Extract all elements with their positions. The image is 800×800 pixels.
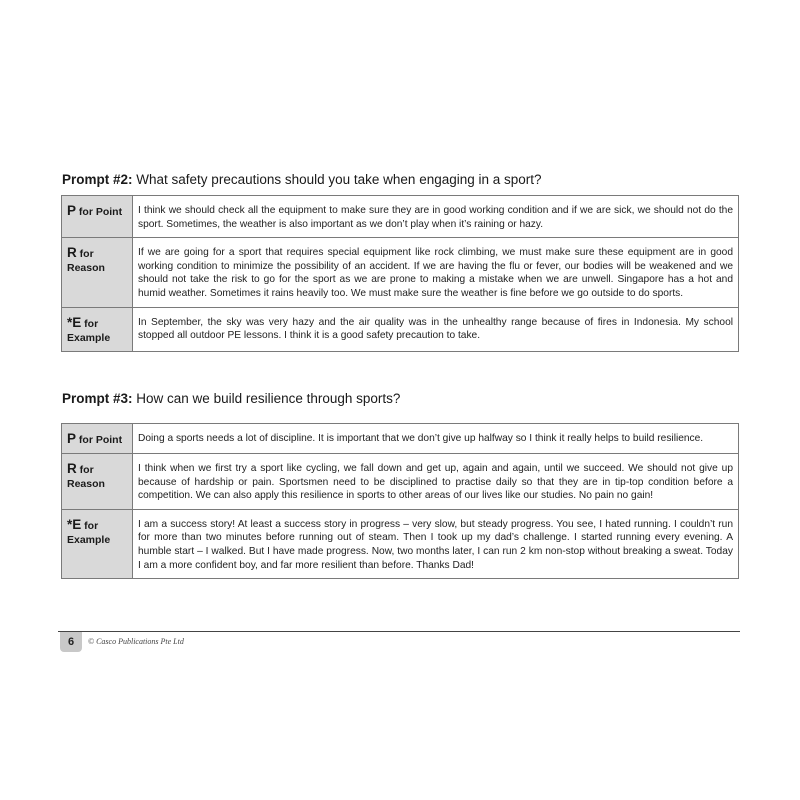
table-row (62, 238, 739, 307)
reason-label-text: for (76, 464, 94, 476)
table-row (62, 454, 739, 510)
reason-letter: R (67, 245, 77, 261)
point-text: I think we should check all the equipment to make sure they are in good working condition and if we are sick, we should not do the sport. Sometimes, the weather is also important as we don’t play when it’s raining or hazy. (133, 196, 739, 238)
example-label-line2: Example (67, 533, 111, 546)
prompt-2-question: What safety precautions should you take when engaging in a sport? (136, 172, 542, 187)
prompt-3-question: How can we build resilience through sports? (136, 391, 401, 406)
prompt-3-heading (62, 391, 400, 406)
table-row (62, 307, 739, 351)
reason-letter: R (67, 461, 77, 476)
prompt-2-label: Prompt #2: (62, 172, 133, 187)
page-number: 6 (60, 632, 82, 652)
reason-label (62, 238, 133, 307)
example-label-text: for (81, 519, 99, 532)
copyright-notice: © Casco Publications Pte Ltd (88, 637, 184, 646)
reason-label-text: for (76, 248, 94, 261)
prompt-2-table (61, 195, 739, 352)
footer-divider (58, 631, 740, 632)
example-label-text: for (81, 317, 99, 330)
table-row (62, 424, 739, 454)
point-text: Doing a sports needs a lot of discipline. It is important that we don’t give up halfway so I think it really helps to build resilience. (133, 424, 739, 454)
example-text: I am a success story! At least a success story in progress – very slow, but steady progress. You see, I hated running. I couldn’t run for more than two minutes before running out of steam. Then I took up my dad’s challenge. I started running every evening. A humble start – I walked. But I have made progress. Now, two months later, I can run 2 km non-stop without breaking a sweat. Today I am a more confident boy, and far more resilient than before. Thanks Dad! (133, 509, 739, 578)
reason-label-line2: Reason (67, 478, 105, 490)
table-row (62, 509, 739, 578)
example-label (62, 307, 133, 351)
point-label-text: for Point (76, 434, 123, 446)
example-label-line2: Example (67, 331, 111, 344)
prompt-3-table (61, 423, 739, 579)
reason-text: If we are going for a sport that requires special equipment like rock climbing, we must make sure these equipment are in good working condition to minimize the possibility of an accident. If we are having the flu or fever, our bodies will be weakened and we should not take the risk to go for the sport as we are prone to making a mistake when we are unwell. Singapore has a hot and humid weather. Sometimes it rains heavily too. We must make sure the weather is fine before we go outside to do sports. (133, 238, 739, 307)
table-row (62, 196, 739, 238)
prompt-3-label: Prompt #3: (62, 391, 133, 406)
example-letter: *E (67, 314, 82, 330)
example-label (62, 509, 133, 578)
reason-label-line2: Reason (67, 262, 105, 275)
prompt-2-heading (62, 172, 542, 187)
example-text: In September, the sky was very hazy and the air quality was in the unhealthy range because of fires in Indonesia. My school stopped all outdoor PE lessons. I think it is a good safety precaution to take. (133, 307, 739, 351)
point-label (62, 196, 133, 238)
point-letter: P (67, 203, 77, 218)
point-label (62, 424, 133, 454)
reason-text: I think when we first try a sport like cycling, we fall down and get up, again and again, until we succeed. We should not give up because of hardship or pain. Sportsmen need to be disciplined to practise daily so that they are in tip-top condition before a competition. We can also apply this resilience in sports to other areas of our lives like our studies. No pain no gain! (133, 454, 739, 510)
point-label-text: for Point (76, 206, 123, 218)
example-letter: *E (67, 516, 82, 532)
reason-label (62, 454, 133, 510)
point-letter: P (67, 431, 77, 446)
